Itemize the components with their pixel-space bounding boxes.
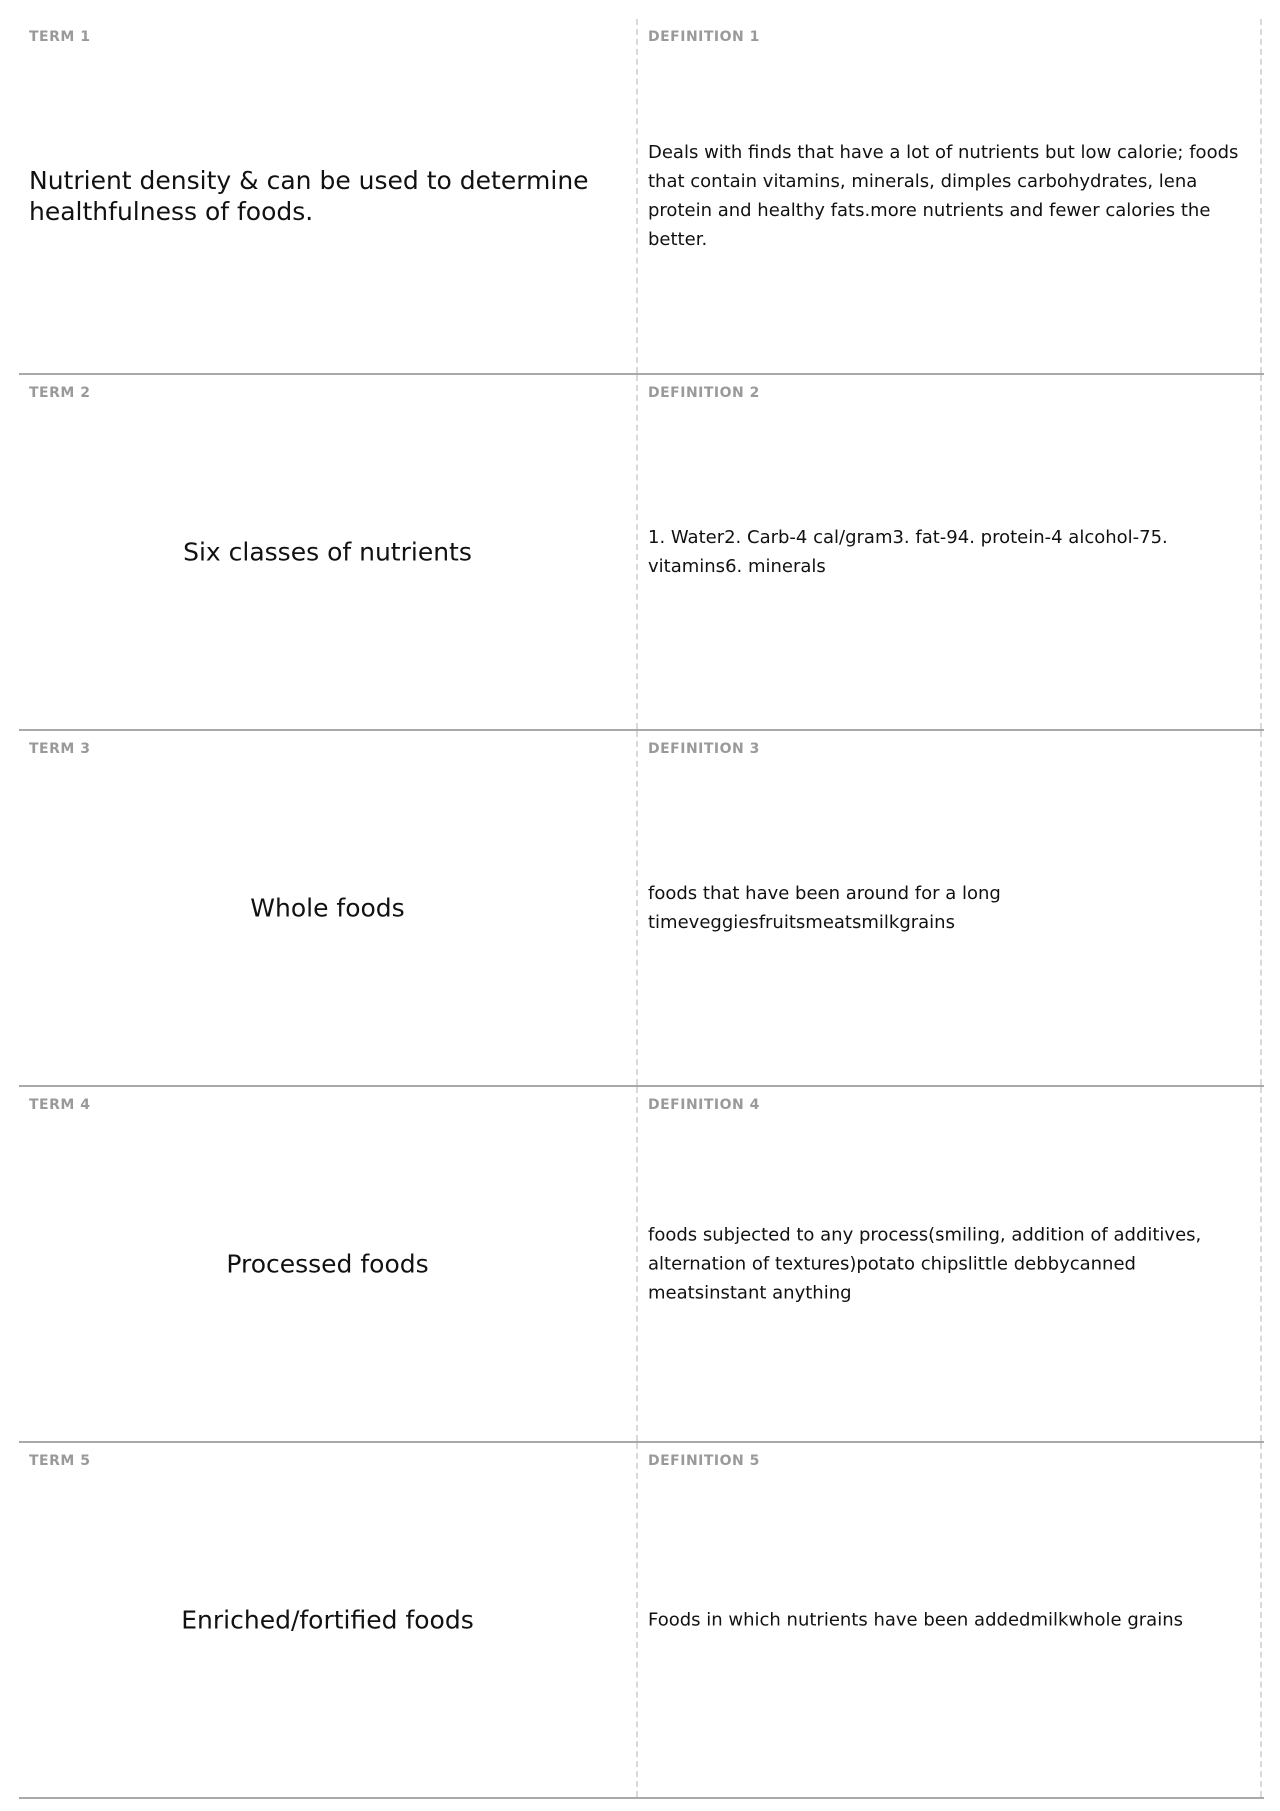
definition-text: 1. Water2. Carb-4 cal/gram3. fat-94. protein-4 alcohol-75. vitamins6. minerals (648, 527, 1168, 577)
term-text: Enriched/fortified foods (181, 1605, 474, 1635)
term-cell (19, 731, 638, 1085)
definition-label: DEFINITION 4 (648, 1097, 760, 1113)
term-label: TERM 2 (29, 385, 91, 401)
term-cell (19, 19, 638, 373)
definition-cell (638, 375, 1262, 729)
term-text: Nutrient density & can be used to determine healthfulness of foods. (29, 166, 589, 226)
term-cell (19, 1087, 638, 1441)
definition-text: foods subjected to any process(smiling, addition of additives, alternation of textures)potato chipslittle debbycanned meatsinstant anything (648, 1224, 1202, 1304)
definition-label: DEFINITION 5 (648, 1453, 760, 1469)
definition-text: foods that have been around for a long timeveggiesfruitsmeatsmilkgrains (648, 883, 1001, 933)
term-cell (19, 1443, 638, 1797)
term-text: Six classes of nutrients (183, 537, 472, 567)
card-row (19, 731, 1264, 1087)
term-label: TERM 1 (29, 29, 91, 45)
card-row (19, 19, 1264, 375)
card-row (19, 375, 1264, 731)
card-row (19, 1087, 1264, 1443)
definition-label: DEFINITION 1 (648, 29, 760, 45)
term-cell (19, 375, 638, 729)
term-text: Whole foods (250, 893, 405, 923)
card-row (19, 1443, 1264, 1799)
definition-text: Foods in which nutrients have been addedmilkwhole grains (648, 1609, 1183, 1631)
definition-cell (638, 1443, 1262, 1797)
flashcard-sheet (19, 19, 1264, 1799)
term-label: TERM 3 (29, 741, 91, 757)
term-label: TERM 5 (29, 1453, 91, 1469)
definition-text: Deals with finds that have a lot of nutrients but low calorie; foods that contain vitamins, minerals, dimples carbohydrates, lena protein and healthy fats.more nutrients and fewer calories the better. (648, 142, 1239, 250)
definition-label: DEFINITION 2 (648, 385, 760, 401)
definition-cell (638, 1087, 1262, 1441)
term-label: TERM 4 (29, 1097, 91, 1113)
term-text: Processed foods (226, 1249, 429, 1279)
definition-label: DEFINITION 3 (648, 741, 760, 757)
definition-cell (638, 731, 1262, 1085)
definition-cell (638, 19, 1262, 373)
